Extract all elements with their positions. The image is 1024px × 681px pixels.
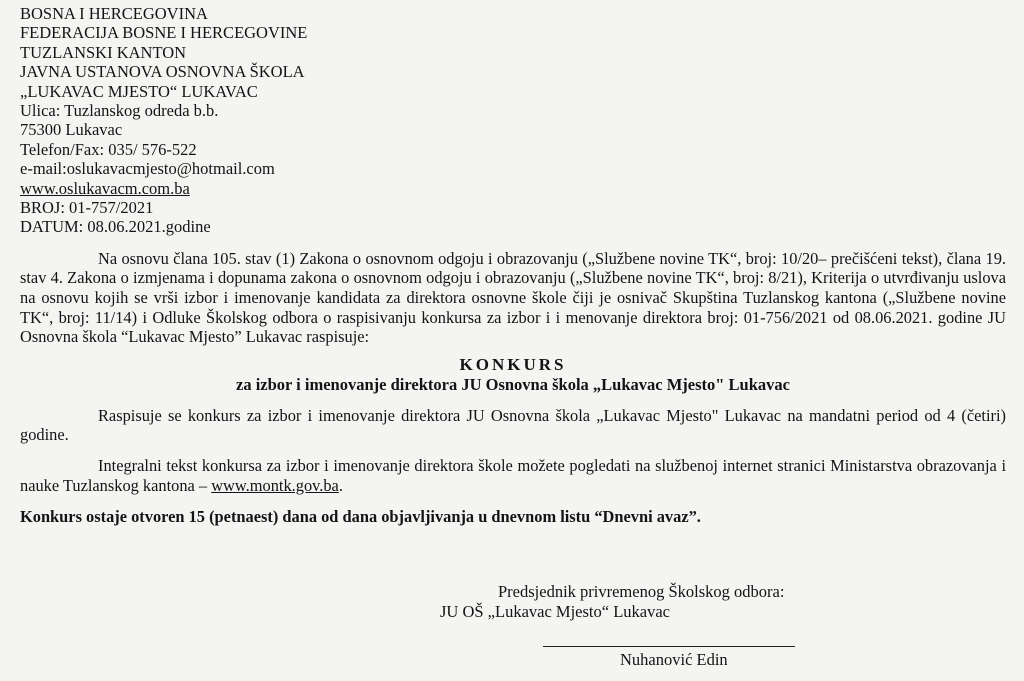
mandate-paragraph: Raspisuje se konkurs za izbor i imenovanje direktora JU Osnovna škola „Lukavac Mjesto" Lukavac na mandatni period od 4 (četiri) godine. xyxy=(20,405,1006,445)
announcement-title: KONKURS xyxy=(459,354,567,374)
full-text-paragraph xyxy=(20,456,1006,495)
announcement-subtitle: za izbor i imenovanje direktora JU Osnovna škola „Lukavac Mjesto" Lukavac xyxy=(236,374,790,394)
letterhead-canton: TUZLANSKI KANTON xyxy=(20,42,187,62)
signature-role: Predsjednik privremenog Školskog odbora: xyxy=(498,582,785,601)
announcement-title-block xyxy=(20,355,1006,395)
letterhead-email: e-mail:oslukavacmjesto@hotmail.com xyxy=(20,159,275,179)
full-text-paragraph-end: . xyxy=(338,475,343,495)
signature-name: Nuhanović Edin xyxy=(620,650,728,669)
signature-organization: JU OŠ „Lukavac Mjesto“ Lukavac xyxy=(440,602,671,621)
document-number: BROJ: 01-757/2021 xyxy=(20,198,154,218)
letterhead-address: Ulica: Tuzlanskog odreda b.b. xyxy=(20,101,219,121)
closing-statement: Konkurs ostaje otvoren 15 (petnaest) dana od dana objavljivanja u dnevnom listu “Dnevni avaz”. xyxy=(20,507,701,527)
letterhead-website-link[interactable]: www.oslukavacm.com.ba xyxy=(20,178,190,198)
letterhead xyxy=(20,0,1006,237)
document-date: DATUM: 08.06.2021.godine xyxy=(20,217,211,237)
letterhead-federation: FEDERACIJA BOSNE I HERCEGOVINE xyxy=(20,23,308,43)
letterhead-school-name: „LUKAVAC MJESTO“ LUKAVAC xyxy=(20,81,258,101)
full-text-paragraph-text: Integralni tekst konkursa za izbor i imenovanje direktora škole možete pogledati na službenoj internet stranici Ministarstva obrazovanja i nauke Tuzlanskog kantona – xyxy=(20,456,1006,495)
signature-line xyxy=(543,646,795,647)
letterhead-institution: JAVNA USTANOVA OSNOVNA ŠKOLA xyxy=(20,62,305,82)
letterhead-city: 75300 Lukavac xyxy=(20,120,123,140)
intro-paragraph: Na osnovu člana 105. stav (1) Zakona o osnovnom odgoju i obrazovanju („Službene novine TK“, broj: 10/20– prečišćeni tekst), člana 19. stav 4. Zakona o izmjenama i dopunama zakona o osnovnom odgoju i obrazovanju („Službene novine TK“, broj: 8/21), Kriterija o utvrđivanju uslova na osnovu kojih se vrši izbor i imenovanje kandidata za direktora osnovne škole čiji je osnivač Skupština Tuzlanskog kantona („Službene novine TK“, broj: 11/14) i Odluke Školskog odbora o raspisivanju konkursa za izbor i i menovanje direktora broj: 01-756/2021 od 08.06.2021. godine JU Osnovna škola “Lukavac Mjesto” Lukavac raspisuje: xyxy=(20,248,1006,347)
letterhead-phone: Telefon/Fax: 035/ 576-522 xyxy=(20,139,197,159)
ministry-website-link[interactable]: www.montk.gov.ba xyxy=(211,475,339,495)
letterhead-country: BOSNA I HERCEGOVINA xyxy=(20,4,208,23)
